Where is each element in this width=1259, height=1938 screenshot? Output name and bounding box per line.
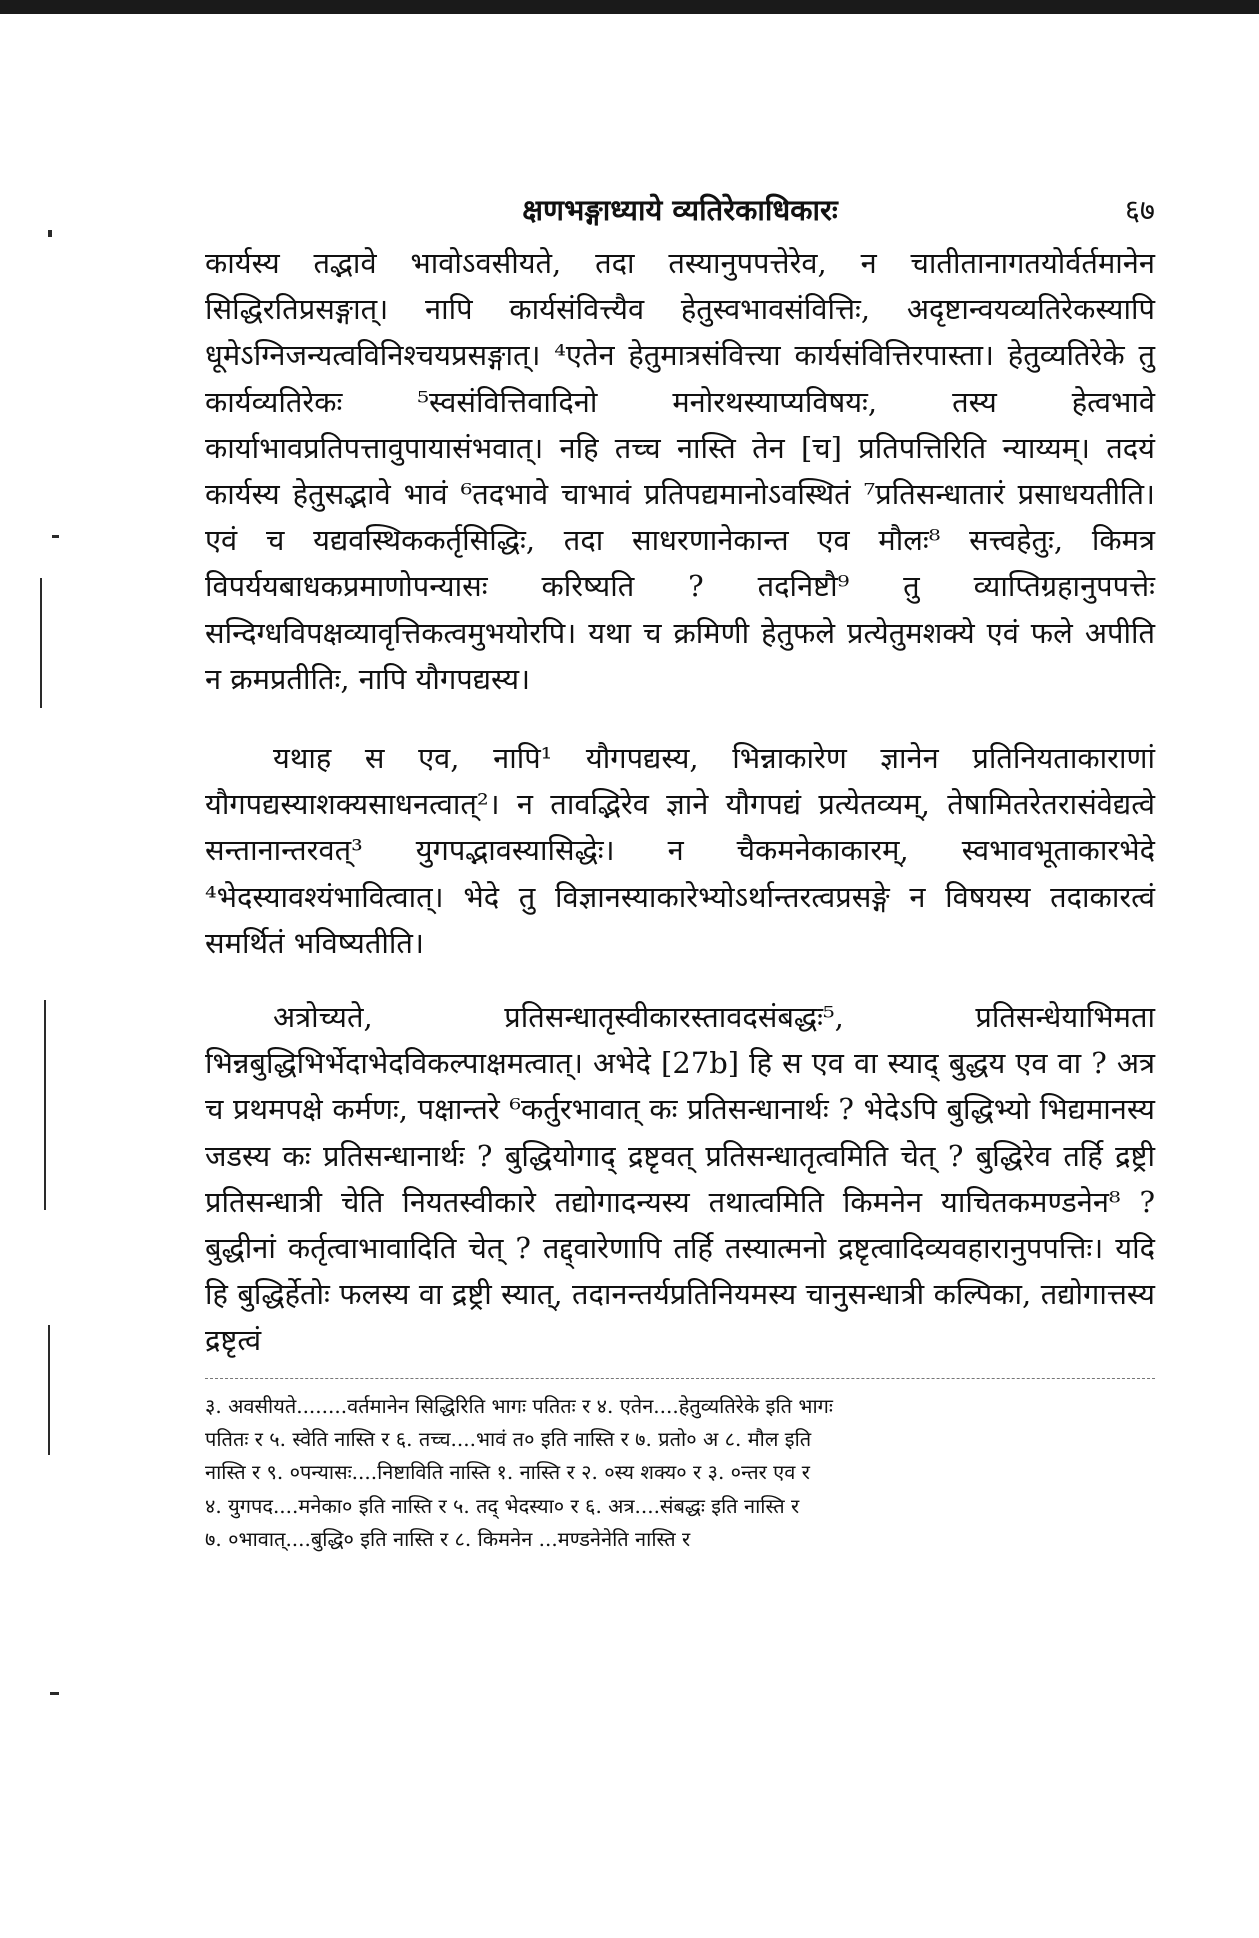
scan-top-edge (0, 0, 1259, 14)
footnote-line: ४. युगपद....मनेका० इति नास्ति र ५. तद् भेदस्या० र ६. अत्र....संबद्धः इति नास्ति र (205, 1493, 800, 1518)
footnote-divider (205, 1378, 1155, 1380)
footnote-line: ३. अवसीयते........वर्तमानेन सिद्धिरिति भागः पतितः र ४. एतेन....हेतुव्यतिरेके इति भागः (205, 1393, 833, 1418)
page-number: ६७ (1124, 193, 1155, 227)
footnote-line: नास्ति र ९. ०पन्यासः....निष्टाविति नास्ति १. नास्ति र २. ०स्य शक्य० र ३. ०न्तर एव र (205, 1460, 810, 1485)
paragraph-3: अत्रोच्यते, प्रतिसन्धातृस्वीकारस्तावदसंबद्धः⁵, प्रतिसन्धेयाभिमता भिन्नबुद्धिभिर्भेदाभेदविकल्पाक्षमत्वात्। अभेदे [27b] हि स एव वा स्याद् बुद्धय एव वा ? अत्र च प्रथमपक्षे कर्मणः, पक्षान्तरे ⁶कर्तुरभावात् कः प्रतिसन्धानार्थः ? भेदेऽपि बुद्धिभ्यो भिद्यमानस्य जडस्य कः प्रतिसन्धानार्थः ? बुद्धियोगाद् द्रष्टृवत् प्रतिसन्धातृत्वमिति चेत् ? बुद्धिरेव तर्हि द्रष्ट्री प्रतिसन्धात्री चेति नियतस्वीकारे तद्योगादन्यस्य तथात्वमिति किमनेन याचितकमण्डनेन⁸ ? बुद्धीनां कर्तृत्वाभावादिति चेत् ? तद्द्वारेणापि तर्हि तस्यात्मनो द्रष्टृत्वादिव्यवहारानुपपत्तिः। यदि हि बुद्धिर्हेतोः फलस्य वा द्रष्ट्री स्यात्, तदानन्तर्यप्रतिनियमस्य चानुसन्धात्री कल्पिका, तद्योगात्तस्य द्रष्टृत्वं (205, 1000, 1155, 1358)
footnotes (205, 1390, 1155, 1557)
footnote-line: पतितः र ५. स्वेति नास्ति र ६. तच्च....भावं त० इति नास्ति र ७. प्रतो० अ ८. मौल इति (205, 1427, 812, 1452)
footnote-line: ७. ०भावात्....बुद्धि० इति नास्ति र ८. किमनेन ...मण्डनेनेति नास्ति र (205, 1527, 691, 1552)
paragraph-1: कार्यस्य तद्भावे भावोऽवसीयते, तदा तस्यानुपपत्तेरेव, न चातीतानागतयोर्वर्तमानेन सिद्धिरतिप्रसङ्गात्। नापि कार्यसंवित्त्यैव हेतुस्वभावसंवित्तिः, अदृष्टान्वयव्यतिरेकस्यापि धूमेऽग्निजन्यत्वविनिश्चयप्रसङ्गात्। ⁴एतेन हेतुमात्रसंवित्त्या कार्यसंवित्तिरपास्ता। हेतुव्यतिरेके तु कार्यव्यतिरेकः ⁵स्वसंवित्तिवादिनो मनोरथस्याप्यविषयः, तस्य हेत्वभावे कार्याभावप्रतिपत्तावुपायासंभवात्। नहि तच्च नास्ति तेन [च] प्रतिपत्तिरिति न्याय्यम्। तदयं कार्यस्य हेतुसद्भावे भावं ⁶तदभावे चाभावं प्रतिपद्यमानोऽवस्थितं ⁷प्रतिसन्धातारं प्रसाधयतीति। एवं च यद्यवस्थिककर्तृसिद्धिः, तदा साधरणानेकान्त एव मौलः⁸ सत्त्वहेतुः, किमत्र विपर्ययबाधकप्रमाणोपन्यासः करिष्यति ? तदनिष्टौ⁹ तु व्याप्तिग्रहानुपपत्तेः सन्दिग्धविपक्षव्यावृत्तिकत्वमुभयोरपि। यथा च क्रमिणी हेतुफले प्रत्येतुमशक्ये एवं फले अपीति न क्रमप्रतीतिः, नापि यौगपद्यस्य। (205, 246, 1155, 696)
chapter-title: क्षणभङ्गाध्याये व्यतिरेकाधिकारः (522, 193, 838, 227)
paragraph-2: यथाह स एव, नापि¹ यौगपद्यस्य, भिन्नाकारेण ज्ञानेन प्रतिनियताकाराणां यौगपद्यस्याशक्यसाधनत्वात्²। न तावद्भिरेव ज्ञाने यौगपद्यं प्रत्येतव्यम्, तेषामितरेतरासंवेद्यत्वे सन्तानान्तरवत्³ युगपद्भावस्यासिद्धेः। न चैकमनेकाकारम्, स्वभावभूताकारभेदे ⁴भेदस्यावश्यंभावित्वात्। भेदे तु विज्ञानस्याकारेभ्योऽर्थान्तरत्वप्रसङ्गे न विषयस्य तदाकारत्वं समर्थितं भविष्यतीति। (205, 741, 1155, 960)
scan-margin-marks (0, 0, 60, 1938)
running-head (205, 190, 1155, 240)
book-page (205, 190, 1155, 1557)
